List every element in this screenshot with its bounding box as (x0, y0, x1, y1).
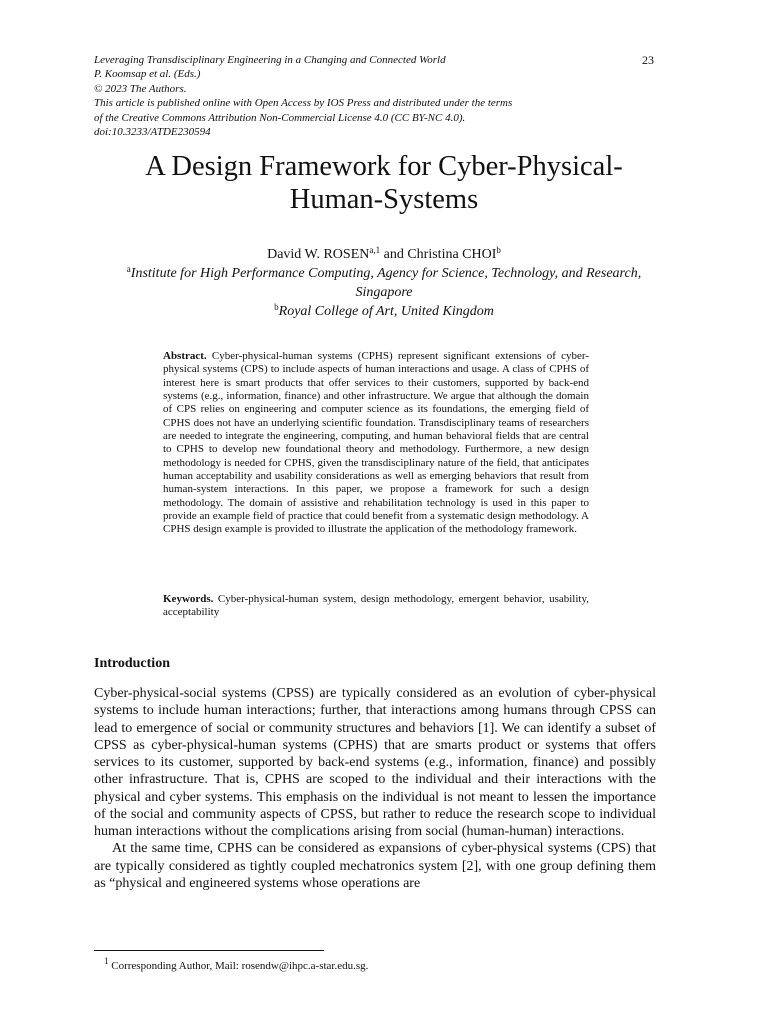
footnote-text: Corresponding Author, Mail: rosendw@ihpc.a-star.edu.sg. (108, 960, 369, 972)
affiliations (100, 264, 668, 321)
keywords-label: Keywords. (163, 593, 214, 605)
author-superscript: a,1 (369, 245, 381, 255)
affiliation-b (100, 302, 668, 321)
author-list (60, 245, 708, 265)
paragraph: Cyber-physical-social systems (CPSS) are typically considered as an evolution of cyber-physical systems to include human interactions; further, that interactions among humans through CPSS can lead to emergence of social or community structures and behaviors [1]. We can identify a subset of CPSS as cyber-physical-human systems (CPHS) that are smarts product or systems that offers services to its customer, supported by back-end systems (e.g., information, finance) and possibly other infrastructure. That is, CPHS are scoped to the individual and their interactions with the physical and cyber systems. This emphasis on the individual is not meant to lessen the importance of the social and community aspects of CPSS, but rather to reduce the research scope to individual human interactions without the complications arising from social (human-human) interactions. (94, 686, 656, 839)
header-line: of the Creative Commons Attribution Non-Commercial License 4.0 (CC BY-NC 4.0). (94, 111, 466, 124)
paragraph: At the same time, CPHS can be considered as expansions of cyber-physical systems (CPS) that are typically considered as tightly coupled mechatronics system [2], with one group defining them as “physical and engineered systems whose operations are (94, 841, 656, 891)
abstract (163, 350, 589, 537)
affiliation-text: Institute for High Performance Computing, Agency for Science, Technology, and Research, Singapore (130, 266, 642, 300)
title-line-1: A Design Framework for Cyber-Physical- (145, 151, 623, 182)
affiliation-marker: b (274, 302, 279, 312)
header-line: This article is published online with Open Access by IOS Press and distributed under the terms (94, 97, 513, 110)
affiliation-marker: a (126, 264, 131, 274)
abstract-label: Abstract. (163, 350, 207, 362)
keywords-text: Cyber-physical-human system, design methodology, emergent behavior, usability, acceptability (163, 593, 589, 619)
running-header (94, 53, 654, 139)
author-name: Christina CHOI (407, 247, 497, 262)
footnote-marker: 1 (104, 956, 109, 966)
affiliation-a (100, 264, 668, 302)
author-name: David W. ROSEN (267, 247, 370, 262)
title-line-2: Human-Systems (289, 184, 479, 215)
paper-title (60, 150, 708, 216)
section-heading: Introduction (94, 656, 170, 671)
header-line: Leveraging Transdisciplinary Engineering in a Changing and Connected World (94, 54, 446, 66)
body-text (94, 685, 656, 892)
footnote-divider (94, 950, 324, 951)
keywords (163, 593, 589, 620)
author-conjunction: and (380, 247, 408, 262)
abstract-text: Cyber-physical-human systems (CPHS) represent significant extensions of cyber-physical systems (CPS) to include aspects of human interactions and usage. A class of CPHS of interest here is smart products that offer services to their customers, supported by back-end systems (e.g., information, finance) and other infrastructure. We argue that although the domain of CPS relies on engineering and computer science as its foundations, the emerging field of CPHS does not have an underlying scientific foundation. Transdisciplinary teams of researchers are needed to integrate the engineering, computing, and human behavioral fields that are central to CPHS to develop new foundational theory and methodology. Furthermore, a new design methodology is needed for CPHS, given the transdisciplinary nature of the field, that anticipates human acceptability and usability considerations as well as emerging behaviors that result from human-system interactions. In this paper, we propose a framework for such a design methodology. The domain of assistive and rehabilitation technology is used in this paper to provide an example field of practice that could benefit from a systematic design methodology. A CPHS design example is provided to illustrate the application of the methodology framework. (163, 350, 589, 536)
header-line: © 2023 The Authors. (94, 82, 187, 95)
page-number: 23 (642, 53, 654, 67)
header-line: P. Koomsap et al. (Eds.) (94, 68, 201, 81)
affiliation-text: Royal College of Art, United Kingdom (278, 304, 494, 319)
author-superscript: b (496, 245, 501, 255)
header-line: doi:10.3233/ATDE230594 (94, 126, 211, 139)
footnote (104, 956, 369, 972)
